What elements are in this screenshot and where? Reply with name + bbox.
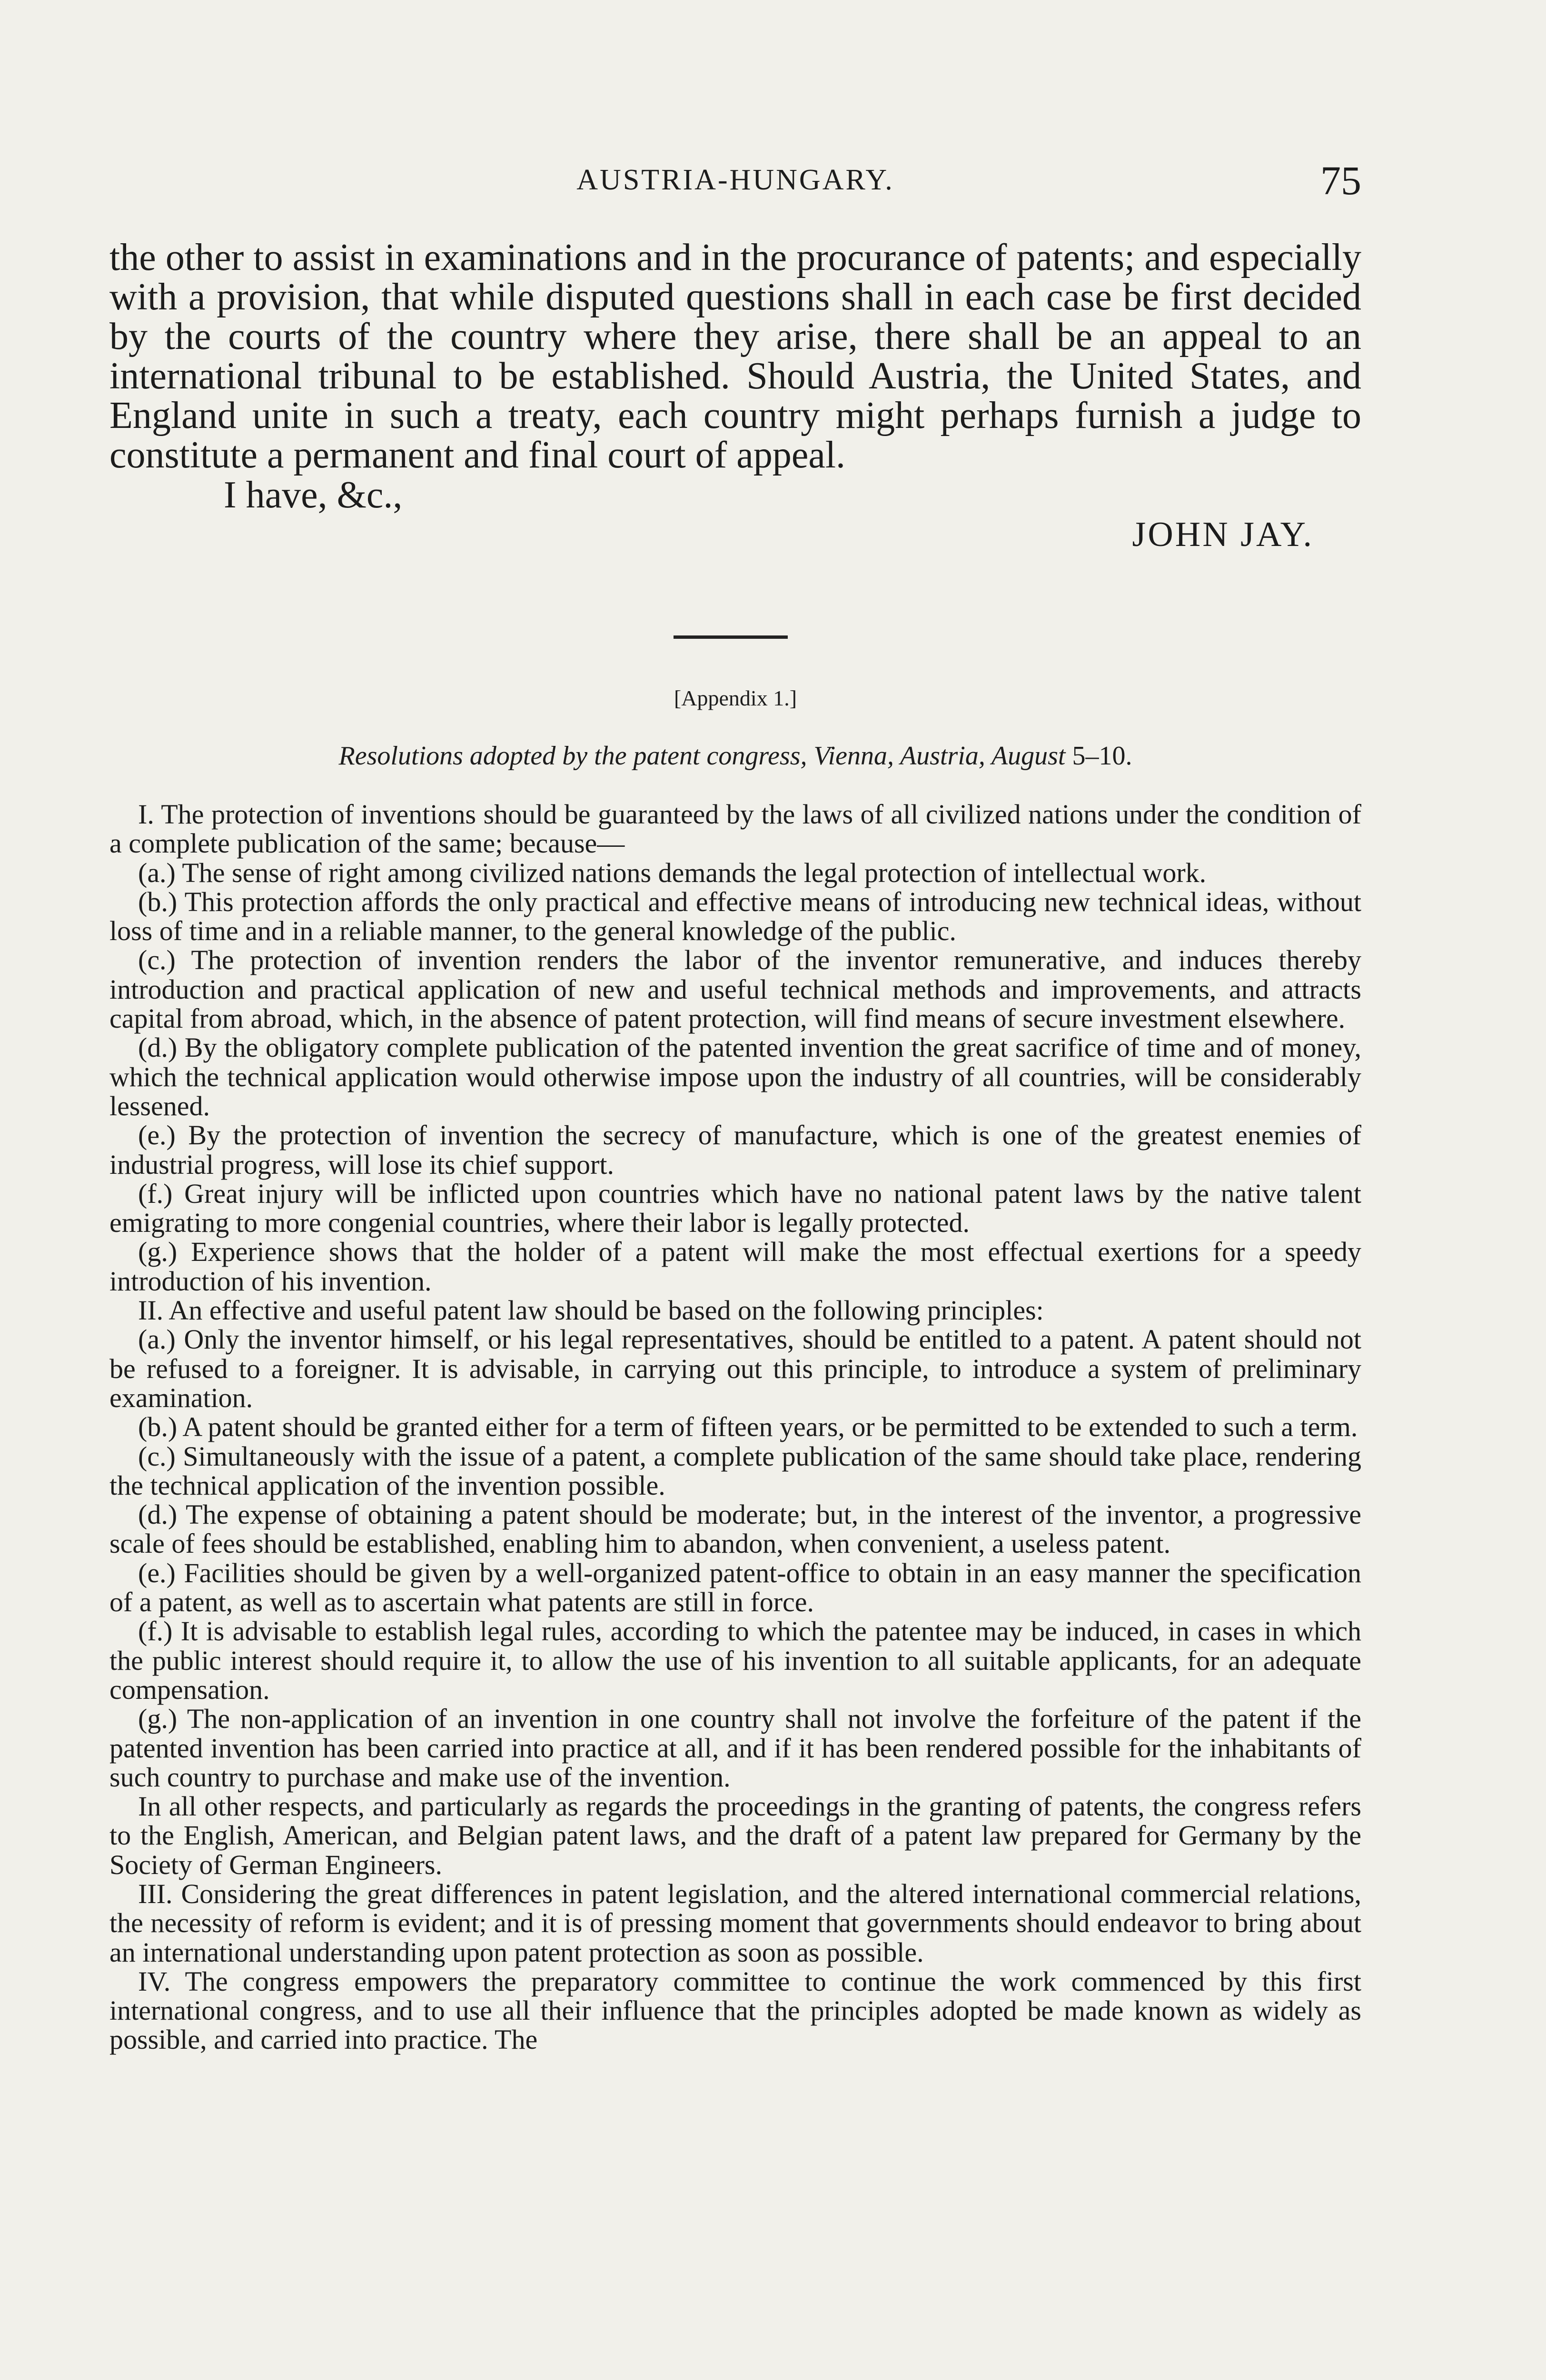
- resolution-paragraph: I. The protection of inventions should be guaranteed by the laws of all civilized nations under the condition of a complete publication of the same; because—: [109, 799, 1361, 859]
- appendix-title-text: Resolutions adopted by the patent congress, Vienna, Austria, August: [338, 741, 1066, 771]
- letter-closing: I have, &c.,: [224, 474, 403, 516]
- section-divider: [674, 635, 788, 639]
- resolution-paragraph: (g.) The non-application of an invention in one country shall not involve the forfeiture of the patent if the patented invention has been carried into practice at all, and if it has been rendered possible for the inhabitants of such country to purchase and make use of the invention.: [109, 1703, 1361, 1793]
- resolution-paragraph: (c.) Simultaneously with the issue of a patent, a complete publication of the same should take place, rendering the technical application of the invention possible.: [109, 1440, 1361, 1501]
- resolution-paragraph: (f.) Great injury will be inflicted upon countries which have no national patent laws by the native talent emigrating to more congenial countries, where their labor is legally protected.: [109, 1178, 1361, 1239]
- appendix-label: [Appendix 1.]: [674, 686, 797, 710]
- appendix-title: [109, 741, 1361, 771]
- letter-signature: JOHN JAY.: [1132, 515, 1314, 554]
- resolutions-list: [109, 800, 1361, 2054]
- resolution-paragraph: In all other respects, and particularly as regards the proceedings in the granting of patents, the congress refers to the English, American, and Belgian patent laws, and the draft of a patent law prepared for Germany by the Society of German Engineers.: [109, 1791, 1361, 1880]
- resolution-paragraph: (g.) Experience shows that the holder of a patent will make the most effectual exertions for a speedy introduction of his invention.: [109, 1236, 1361, 1297]
- resolution-paragraph: (e.) Facilities should be given by a well-organized patent-office to obtain in an easy manner the specification of a patent, as well as to ascertain what patents are still in force.: [109, 1557, 1361, 1618]
- resolution-paragraph: III. Considering the great differences in patent legislation, and the altered international commercial relations, the necessity of reform is evident; and it is of pressing moment that governments should endeavor to bring about an international understanding upon patent protection as soon as possible.: [109, 1878, 1361, 1968]
- letter-conclusion: [109, 238, 1361, 555]
- resolution-paragraph: (a.) Only the inventor himself, or his legal representatives, should be entitled to a patent. A patent should not be refused to a foreigner. It is advisable, in carrying out this principle, to introduce a system of preliminary examination.: [109, 1324, 1361, 1413]
- resolution-paragraph: (c.) The protection of invention renders the labor of the inventor remunerative, and induces thereby introduction and practical application of new and useful technical methods and improvements, and attracts capital from abroad, which, in the absence of patent protection, will find means of secure investment elsewhere.: [109, 944, 1361, 1034]
- resolution-paragraph: (d.) The expense of obtaining a patent should be moderate; but, in the interest of the inventor, a progressive scale of fees should be established, enabling him to abandon, when convenient, a useless patent.: [109, 1499, 1361, 1559]
- page-number: 75: [1320, 158, 1361, 203]
- resolution-paragraph: (a.) The sense of right among civilized nations demands the legal protection of intellectual work.: [138, 857, 1207, 888]
- resolution-paragraph: (f.) It is advisable to establish legal rules, according to which the patentee may be induced, in cases in which the public interest should require it, to allow the use of his invention to all suitable applicants, for an adequate compensation.: [109, 1616, 1361, 1705]
- resolution-paragraph: (d.) By the obligatory complete publication of the patented invention the great sacrifice of time and of money, which the technical application would otherwise impose upon the industry of all countries, will be considerably lessened.: [109, 1032, 1361, 1121]
- appendix-title-date: 5–10.: [1072, 741, 1132, 771]
- resolution-paragraph: II. An effective and useful patent law should be based on the following principles:: [138, 1295, 1044, 1326]
- resolution-paragraph: IV. The congress empowers the preparatory committee to continue the work commenced by this first international congress, and to use all their influence that the principles adopted be made known as widely as possible, and carried into practice. The: [109, 1965, 1361, 2055]
- resolution-paragraph: (b.) This protection affords the only practical and effective means of introducing new technical ideas, without loss of time and in a reliable manner, to the general knowledge of the public.: [109, 886, 1361, 947]
- page-header: [109, 159, 1361, 207]
- letter-body: the other to assist in examinations and in the procurance of patents; and especially with a provision, that while disputed questions shall in each case be first decided by the courts of the country where they arise, there shall be an appeal to an international tribunal to be established. Should Austria, the United States, and England unite in such a treaty, each country might perhaps furnish a judge to constitute a permanent and final court of appeal.: [109, 237, 1361, 476]
- running-head: AUSTRIA-HUNGARY.: [576, 164, 894, 196]
- resolution-paragraph: (e.) By the protection of invention the secrecy of manufacture, which is one of the greatest enemies of industrial progress, will lose its chief support.: [109, 1120, 1361, 1180]
- resolution-paragraph: (b.) A patent should be granted either for a term of fifteen years, or be permitted to be extended to such a term.: [138, 1411, 1358, 1443]
